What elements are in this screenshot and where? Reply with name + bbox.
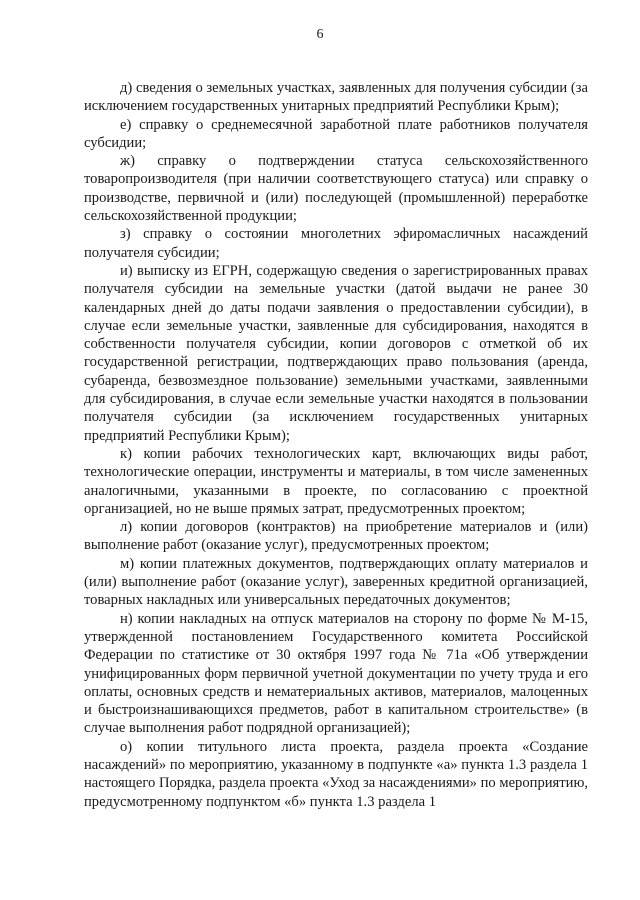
document-body bbox=[84, 79, 588, 811]
list-item-k: к) копии рабочих технологических карт, включающих виды работ, технологические операции, инструменты и материалы, в том числе замененных аналогичными, указанными в проекте, по согласованию с проектной организацией, но не выше прямых затрат, предусмотренных проектом; bbox=[84, 445, 588, 517]
list-item-e: е) справку о среднемесячной заработной плате работников получателя субсидии; bbox=[84, 116, 588, 151]
list-item-n: н) копии накладных на отпуск материалов на сторону по форме № М-15, утвержденной постановлением Государственного комитета Российской Федерации по статистике от 30 октября 1997 года № 71а «Об утверждении унифицированных форм первичной учетной документации по учету труда и его оплаты, основных средств и нематериальных активов, материалов, малоценных и быстроизнашивающихся предметов, работ в капитальном строительстве» (в случае выполнения работ подрядной организацией); bbox=[84, 610, 588, 737]
list-item-zh: ж) справку о подтверждении статуса сельскохозяйственного товаропроизводителя (при наличии соответствующего статуса) или справку о производстве, первичной и (или) последующей (промышленной) переработке сельскохозяйственной продукции; bbox=[84, 153, 588, 225]
list-item-d: д) сведения о земельных участках, заявленных для получения субсидии (за исключением государственных унитарных предприятий Республики Крым); bbox=[84, 80, 588, 115]
page-number: 6 bbox=[316, 27, 324, 42]
list-item-o: о) копии титульного листа проекта, раздела проекта «Создание насаждений» по мероприятию, указанному в подпункте «а» пункта 1.3 раздела 1 настоящего Порядка, раздела проекта «Уход за насаждениями» по мероприятию, предусмотренному подпунктом «б» пункта 1.3 раздела 1 bbox=[84, 738, 589, 810]
list-item-z: з) справку о состоянии многолетних эфиромасличных насаждений получателя субсидии; bbox=[84, 226, 588, 261]
list-item-i: и) выписку из ЕГРН, содержащую сведения о зарегистрированных правах получателя субсидии на земельные участки (датой выдачи не ранее 30 календарных дней до даты подачи заявления о предоставлении субсидии), в случае если земельные участки, заявленные для субсидирования, находятся в собственности получателя субсидии, копии договоров с отметкой об их государственной регистрации, подтверждающих право пользования (аренда, субаренда, безвозмездное пользование) земельными участками, заявленными для субсидирования, в случае если земельные участки находятся в пользовании получателя субсидии (за исключением государственных унитарных предприятий Республики Крым); bbox=[84, 262, 588, 444]
list-item-m: м) копии платежных документов, подтверждающих оплату материалов и (или) выполнение работ (оказание услуг), заверенных кредитной организацией, товарных накладных или универсальных передаточных документов; bbox=[84, 555, 588, 609]
list-item-l: л) копии договоров (контрактов) на приобретение материалов и (или) выполнение работ (оказание услуг), предусмотренных проектом; bbox=[84, 519, 588, 554]
